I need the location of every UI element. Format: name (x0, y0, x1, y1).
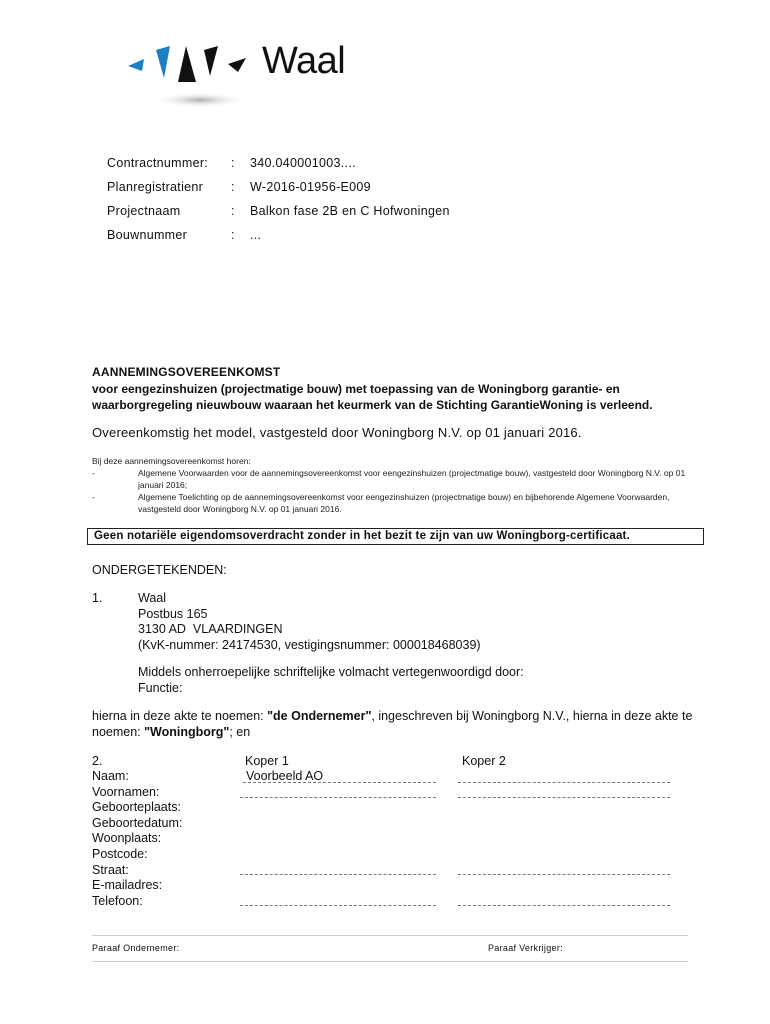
koper2-naam-line[interactable] (458, 782, 670, 783)
logo-shape-5 (228, 58, 246, 72)
koper1-heading: Koper 1 (245, 754, 289, 768)
hierna-text-3: ; en (229, 724, 251, 739)
logo-shadow (152, 92, 248, 108)
field-label-woonplaats: Woonplaats: (92, 831, 162, 846)
meta-label: Planregistratienr (107, 180, 204, 194)
logo-shape-3 (178, 46, 196, 82)
attachments-intro: Bij deze aannemingsovereenkomst horen: (92, 456, 251, 466)
meta-value: 340.040001003.... (250, 156, 356, 170)
field-label-geboortedatum: Geboortedatum: (92, 815, 183, 830)
document-subtitle: voor eengezinshuizen (projectmatige bouw) met toepassing van de Woningborg garantie- en waarborgregeling nieuwbouw waaraan het keurmerk van de Stichting GarantieWoning is verleend. (92, 382, 653, 412)
meta-label: Contractnummer: (107, 156, 209, 170)
paraaf-ondernemer-label: Paraaf Ondernemer: (92, 943, 180, 953)
party1-proxy-block (138, 665, 524, 696)
hierna-ondernemer: "de Ondernemer" (267, 709, 372, 723)
meta-separator: : (231, 228, 235, 242)
party1-proxy: Middels onherroepelijke schriftelijke volmacht vertegenwoordigd door: (138, 665, 524, 679)
document-title: AANNEMINGSOVEREENKOMST (92, 365, 281, 379)
hierna-text-2: , ingeschreven bij Woningborg N.V., hierna in deze akte te noemen: (92, 709, 693, 739)
koper1-naam-value: Voorbeeld AO (246, 769, 324, 783)
model-statement: Overeenkomstig het model, vastgesteld door Woningborg N.V. op 01 januari 2016. (92, 425, 582, 440)
party1-kvk: (KvK-nummer: 24174530, vestigingsnummer: 000018468039) (138, 637, 481, 652)
hierna-text-1: hierna in deze akte te noemen: (92, 709, 268, 723)
meta-value: Balkon fase 2B en C Hofwoningen (250, 204, 450, 218)
notice-box: Geen notariële eigendomsoverdracht zonder in het bezit te zijn van uw Woningborg-certificaat. (87, 528, 704, 545)
logo-shape-2 (156, 46, 170, 78)
footer-bottom-divider (92, 961, 688, 962)
meta-label: Bouwnummer (107, 228, 188, 242)
hierna-woningborg: "Woningborg" (144, 724, 230, 739)
party1-name: Waal (138, 591, 167, 605)
koper1-telefoon-line[interactable] (240, 905, 436, 906)
field-label-naam: Naam: (92, 769, 129, 783)
field-label-voornamen: Voornamen: (92, 784, 160, 799)
bullet-marker: - (92, 468, 95, 478)
field-label-postcode: Postcode: (92, 846, 148, 861)
bullet-marker: - (92, 492, 95, 502)
paraaf-verkrijger-label: Paraaf Verkrijger: (488, 943, 563, 953)
party1-function: Functie: (138, 680, 183, 695)
party1-address2: 3130 AD VLAARDINGEN (138, 622, 283, 636)
meta-separator: : (231, 204, 235, 218)
meta-label: Projectnaam (107, 204, 181, 218)
field-label-geboorteplaats: Geboorteplaats: (92, 800, 181, 815)
meta-separator: : (231, 156, 235, 170)
koper1-straat-line[interactable] (240, 874, 436, 875)
koper1-voornamen-line[interactable] (240, 797, 436, 798)
party1-details (138, 591, 481, 653)
logo-wordmark: Waal (262, 40, 346, 82)
field-label-telefoon: Telefoon: (92, 893, 143, 908)
koper2-straat-line[interactable] (458, 874, 670, 875)
hierna-paragraph (92, 709, 702, 740)
party1-number: 1. (92, 591, 103, 605)
logo-shape-1 (128, 59, 144, 71)
koper2-telefoon-line[interactable] (458, 905, 670, 906)
footer-top-divider (92, 935, 688, 936)
party1-address1: Postbus 165 (138, 606, 208, 621)
field-label-emailadres: E-mailadres: (92, 878, 163, 893)
logo-shape-4 (204, 46, 218, 76)
party2-field-labels (92, 769, 182, 909)
field-label-straat: Straat: (92, 862, 129, 877)
bullet-text: Algemene Toelichting op de aannemingsovereenkomst voor eengezinshuizen (projectmatige bouw) en bijbehorende Algemene Voorwaarden, vastgesteld door Woningborg N.V. op 01 januari 2016. (138, 492, 670, 514)
party2-number: 2. (92, 754, 103, 768)
meta-value: ... (250, 228, 262, 242)
bullet-text: Algemene Voorwaarden voor de aannemingsovereenkomst voor eengezinshuizen (projectmatige bouw), vastgesteld door Woningborg N.V. op 01 januari 2016; (138, 468, 686, 490)
koper1-naam-line[interactable] (243, 782, 436, 783)
meta-separator: : (231, 180, 235, 194)
signatories-heading: ONDERGETEKENDEN: (92, 563, 227, 577)
koper2-voornamen-line[interactable] (458, 797, 670, 798)
koper2-heading: Koper 2 (462, 754, 506, 768)
meta-value: W-2016-01956-E009 (250, 180, 371, 194)
